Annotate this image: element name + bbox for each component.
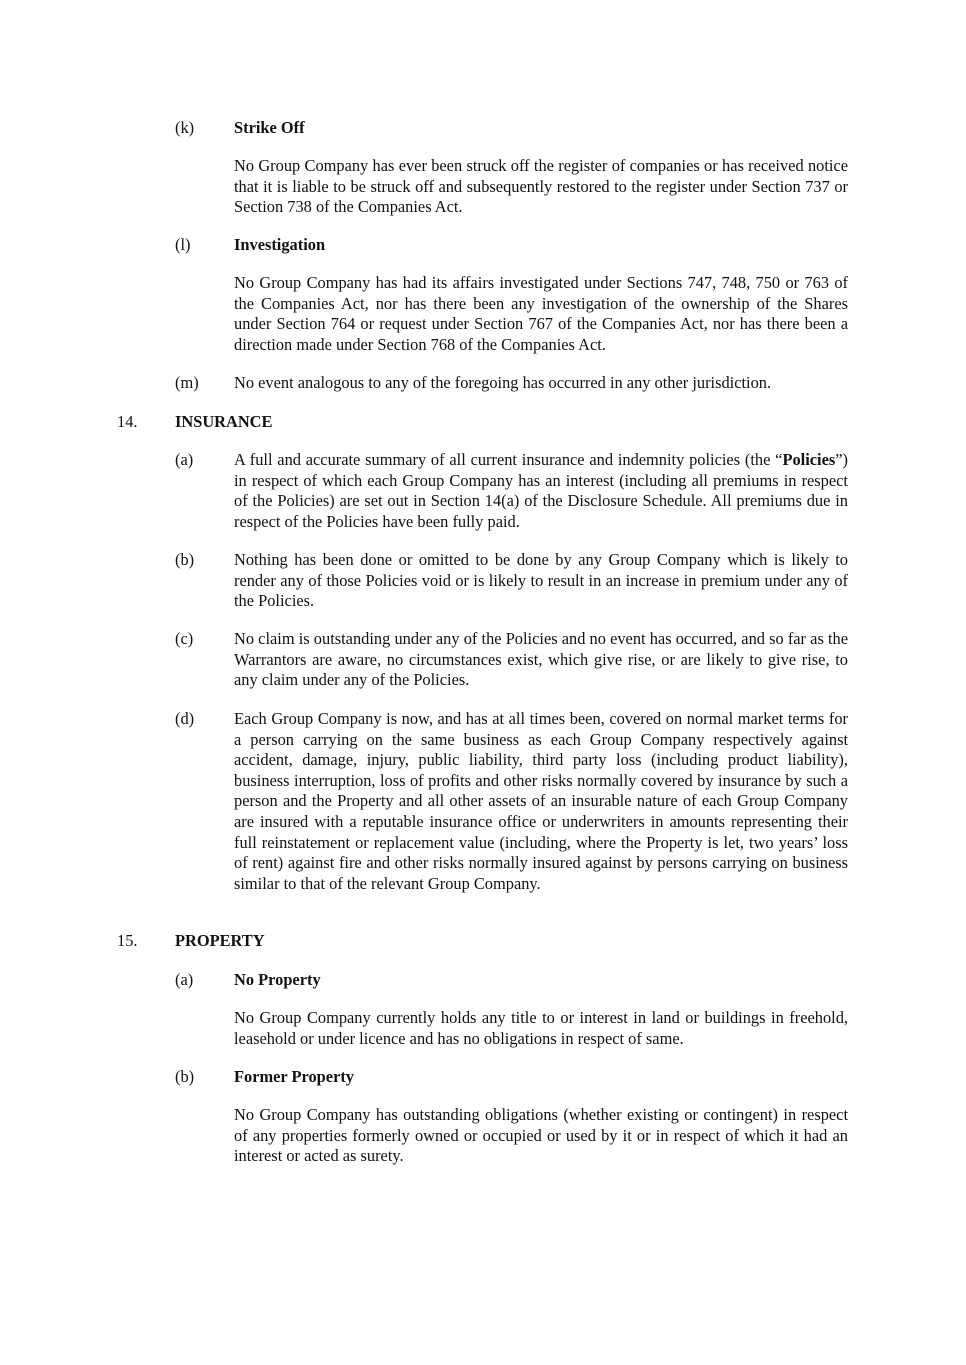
defined-term-policies: Policies <box>782 450 836 469</box>
clause-k-heading: Strike Off <box>234 118 305 137</box>
clause-14d-label: (d) <box>175 709 195 728</box>
clause-15a-label: (a) <box>175 970 194 989</box>
clause-15a-heading: No Property <box>234 970 321 989</box>
clause-m-body: No event analogous to any of the foregoing has occurred in any other jurisdiction. <box>234 373 772 392</box>
clause-k-label: (k) <box>175 118 195 137</box>
clause-m-label: (m) <box>175 373 199 392</box>
clause-14c-body: No claim is outstanding under any of the Policies and no event has occurred, and so far as the Warrantors are aware, no circumstances exist, which give rise, or are likely to give rise, to any claim under any of the Policies. <box>234 629 848 690</box>
clause-14c-label: (c) <box>175 629 194 648</box>
section-14-number: 14. <box>117 412 138 431</box>
clause-14b-label: (b) <box>175 550 195 569</box>
clause-l-body: No Group Company has had its affairs investigated under Sections 747, 748, 750 or 763 of the Companies Act, nor has there been any investigation of the ownership of the Shares under Section 764 or request under Section 767 of the Companies Act, nor has there been a direction made under Section 768 of the Companies Act. <box>234 273 848 354</box>
clause-15b-heading: Former Property <box>234 1067 354 1086</box>
clause-14b-body: Nothing has been done or omitted to be done by any Group Company which is likely to render any of those Policies void or is likely to result in an increase in premium under any of the Policies. <box>234 550 848 611</box>
clause-14d-body: Each Group Company is now, and has at all times been, covered on normal market terms for a person carrying on the same business as each Group Company respectively against accident, damage, injury, public liability, third party loss (including product liability), business interruption, loss of profits and other risks normally covered by insurance by such a person and the Property and all other assets of an insurable nature of each Group Company are insured with a reputable insurance office or underwriters in amounts representing their full reinstatement or replacement value (including, where the Property is let, two years’ loss of rent) against fire and other risks normally insured against by persons carrying on business similar to that of the relevant Group Company. <box>234 709 848 893</box>
clause-l-label: (l) <box>175 235 191 254</box>
clause-15a-body: No Group Company currently holds any title to or interest in land or buildings in freehold, leasehold or under licence and has no obligations in respect of same. <box>234 1008 848 1048</box>
clause-k-body: No Group Company has ever been struck off the register of companies or has received notice that it is liable to be struck off and subsequently restored to the register under Section 737 or Section 738 of the Companies Act. <box>234 156 848 217</box>
section-14-title: INSURANCE <box>175 412 273 431</box>
section-15-number: 15. <box>117 931 138 950</box>
clause-15b-label: (b) <box>175 1067 195 1086</box>
clause-14a-body: A full and accurate summary of all current insurance and indemnity policies (the “Policies”) in respect of which each Group Company has an interest (including all premiums in respect of the Policies) are set out in Section 14(a) of the Disclosure Schedule. All premiums due in respect of the Policies have been fully paid. <box>234 450 848 531</box>
clause-15b-body: No Group Company has outstanding obligations (whether existing or contingent) in respect of any properties formerly owned or occupied or used by it or in respect of which it had an interest or acted as surety. <box>234 1105 848 1166</box>
clause-l-heading: Investigation <box>234 235 326 254</box>
section-15-title: PROPERTY <box>175 931 265 950</box>
clause-14a-label: (a) <box>175 450 194 469</box>
